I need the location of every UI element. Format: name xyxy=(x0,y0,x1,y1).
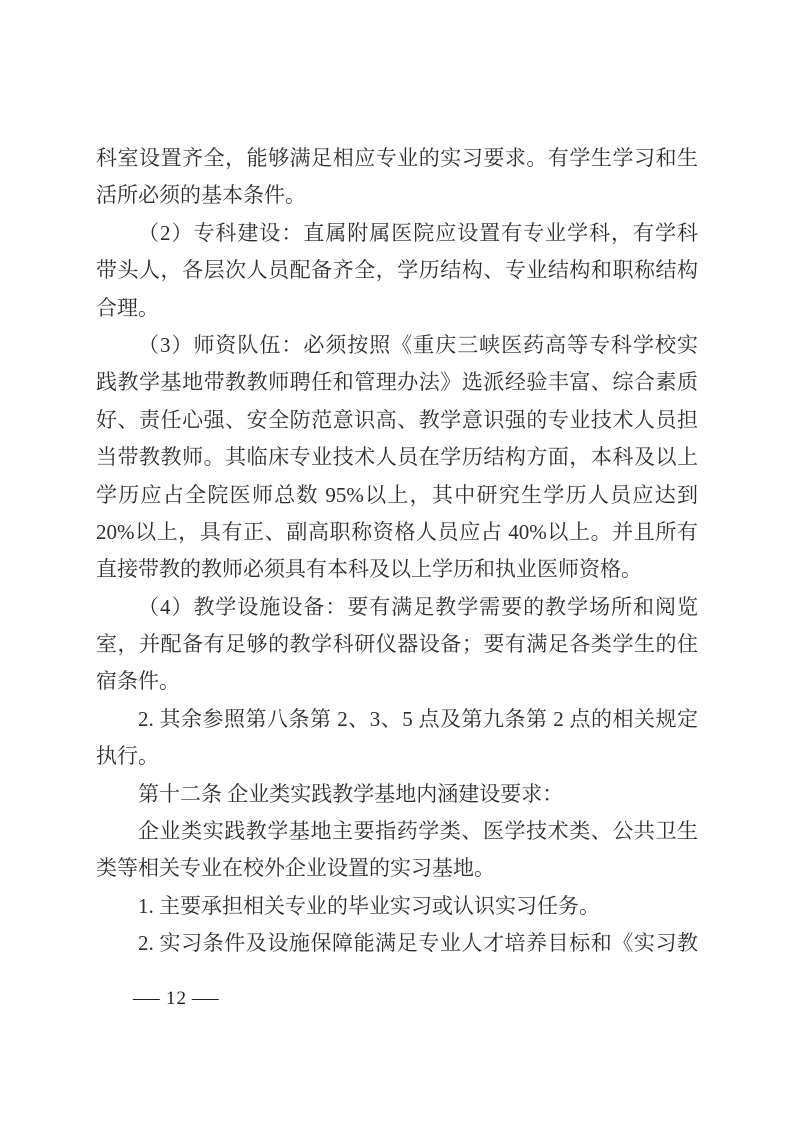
document-text-block xyxy=(96,140,698,963)
document-line: （3）师资队伍：必须按照《重庆三峡医药高等专科学校实 xyxy=(138,332,698,357)
page-footer xyxy=(128,988,225,1010)
document-line: 科室设置齐全，能够满足相应专业的实习要求。有学生学习和生 xyxy=(96,146,698,170)
document-line: 1. 主要承担相关专业的毕业实习或认识实习任务。 xyxy=(138,893,600,918)
document-line: （4）教学设施设备：要有满足教学需要的教学场所和阅览 xyxy=(138,594,698,619)
document-line: 2. 实习条件及设施保障能满足专业人才培养目标和《实习教 xyxy=(138,931,698,956)
document-line: 第十二条 企业类实践教学基地内涵建设要求： xyxy=(138,781,564,806)
document-line: 室，并配备有足够的教学科研仪器设备；要有满足各类学生的住 xyxy=(96,632,698,657)
document-line: 合理。 xyxy=(96,295,159,320)
footer-right-dash: — xyxy=(192,988,220,1009)
document-line: （2）专科建设：直属附属医院应设置有专业学科，有学科 xyxy=(138,220,698,245)
document-line: 当带教教师。其临床专业技术人员在学历结构方面，本科及以上 xyxy=(96,445,698,470)
document-line: 20%以上，具有正、副高职称资格人员应占 40%以上。并且所有 xyxy=(96,519,698,544)
document-line: 践教学基地带教教师聘任和管理办法》选派经验丰富、综合素质 xyxy=(96,370,698,395)
document-line: 执行。 xyxy=(96,744,159,769)
document-line: 学历应占全院医师总数 95%以上，其中研究生学历人员应达到 xyxy=(96,482,698,507)
document-line: 企业类实践教学基地主要指药学类、医学技术类、公共卫生 xyxy=(138,819,698,844)
document-line: 类等相关专业在校外企业设置的实习基地。 xyxy=(96,856,495,881)
footer-left-dash: — xyxy=(133,988,161,1009)
document-line: 好、责任心强、安全防范意识高、教学意识强的专业技术人员担 xyxy=(96,407,698,432)
document-line: 2. 其余参照第八条第 2、3、5 点及第九条第 2 点的相关规定 xyxy=(138,706,698,731)
document-line: 宿条件。 xyxy=(96,669,180,694)
document-line: 直接带教的教师必须具有本科及以上学历和执业医师资格。 xyxy=(96,557,642,582)
page-number: 12 xyxy=(166,988,187,1009)
document-line: 带头人，各层次人员配备齐全，学历结构、专业结构和职称结构 xyxy=(96,258,698,283)
document-line: 活所必须的基本条件。 xyxy=(96,183,306,208)
